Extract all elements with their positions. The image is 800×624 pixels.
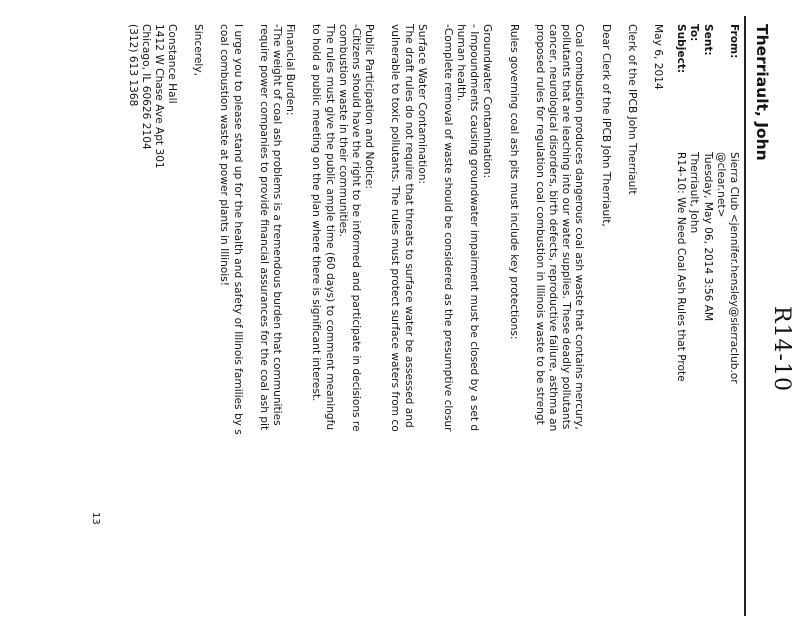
recipient-line [625, 24, 638, 614]
meta-row-subject [674, 24, 687, 624]
text-line: Dear Clerk of the IPCB John Therriault, [599, 24, 612, 227]
text-line: combustion waste in their communities. [336, 24, 349, 237]
salutation [598, 24, 611, 614]
text-line: to hold a public meeting on the plan where there is significant interest. [310, 24, 323, 402]
text-line: cancer, neurological disorders, birth defects, reproductive failure, asthma an [547, 24, 560, 432]
meta-label: Sent: [701, 24, 714, 56]
text-line: I urge you to please stand up for the health and safety of Illinois families by s [231, 24, 244, 435]
sender-name: Therriault, John [753, 24, 771, 161]
text-line: Clerk of the IPCB John Therriault [625, 24, 638, 195]
meta-value: Sierra Club <jennifer.hensley@sierraclub.or [728, 152, 740, 384]
text-line: Coal combustion produces dangerous coal ash waste that contains mercury, [573, 24, 586, 430]
intro-paragraph [533, 24, 586, 614]
meta-row-from [727, 24, 740, 624]
meta-label: Subject: [675, 24, 688, 74]
text-line: The rules must give the public ample time (60 days) to comment meaningfu [323, 24, 336, 431]
text-line: human health. [455, 24, 468, 102]
meta-row-to [687, 24, 700, 624]
meta-row-sent [700, 24, 713, 624]
text-line: -Complete removal of waste should be considered as the presumptive closur [441, 24, 454, 432]
meta-label: From: [728, 24, 740, 59]
text-line: The draft rules do not require that threats to surface water be assessed and [402, 24, 415, 428]
text-line: Groundwater Contamination: [481, 24, 494, 179]
text-line: - Impoundments causing groundwater impairment must be closed by a set d [468, 24, 481, 432]
text-line: Public Participation and Notice: [363, 24, 376, 189]
email-meta [674, 24, 740, 624]
text-line: -Citizens should have the right to be informed and participate in decisions re [350, 24, 362, 432]
text-line: pollutants that are leaching into our water supplies. These deadly pollutants [560, 24, 573, 430]
meta-label: To: [688, 24, 701, 42]
text-line: Rules governing coal ash pits must include key protections: [507, 24, 520, 340]
docket-stamp: R14-10 [769, 306, 794, 392]
text-line: May 6, 2014 [652, 24, 664, 90]
protections-heading [507, 24, 520, 614]
meta-value: Therriault, John [688, 152, 701, 234]
text-line: Financial Burden: [284, 24, 297, 116]
page-number: 13 [90, 512, 101, 525]
public-participation-section [309, 24, 375, 614]
letter-body [112, 24, 664, 614]
text-line: Sincerely, [192, 24, 205, 76]
letter-date [651, 24, 664, 614]
text-line: Surface Water Contamination: [415, 24, 428, 184]
text-line: proposed rules for regulation coal combustion in Illinois waste to be strengt [533, 24, 546, 425]
text-line: vulnerable to toxic pollutants. The rules must protect surface waters from co [389, 24, 402, 432]
groundwater-section [441, 24, 494, 614]
signer-name: Constance Hall [166, 24, 179, 104]
meta-value: R14-10: We Need Coal Ash Rules that Prote [675, 152, 688, 382]
rotated-letter-content [10, 16, 794, 616]
text-line: coal combustion waste at power plants in Illinois! [218, 24, 231, 286]
header-divider [744, 16, 746, 616]
closing-appeal [217, 24, 243, 614]
text-line: -The weight of coal ash problems is a tremendous burden that communities [271, 24, 284, 426]
meta-value: Tuesday, May 06, 2014 3:56 AM [701, 152, 714, 322]
meta-row-from-cont [714, 24, 727, 624]
sign-off [191, 24, 204, 614]
meta-value: @clear.net> [714, 152, 727, 218]
signer-phone: (312) 613 1368 [126, 24, 139, 107]
signer-city: Chicago, IL 60626 2104 [139, 24, 152, 150]
financial-burden-section [257, 24, 297, 614]
signer-address: 1412 W Chase Ave Apt 301 [152, 24, 165, 169]
signature-block [125, 24, 178, 614]
surface-water-section [388, 24, 428, 614]
text-line: require power companies to provide financial assurances for the coal ash pit [257, 24, 270, 431]
